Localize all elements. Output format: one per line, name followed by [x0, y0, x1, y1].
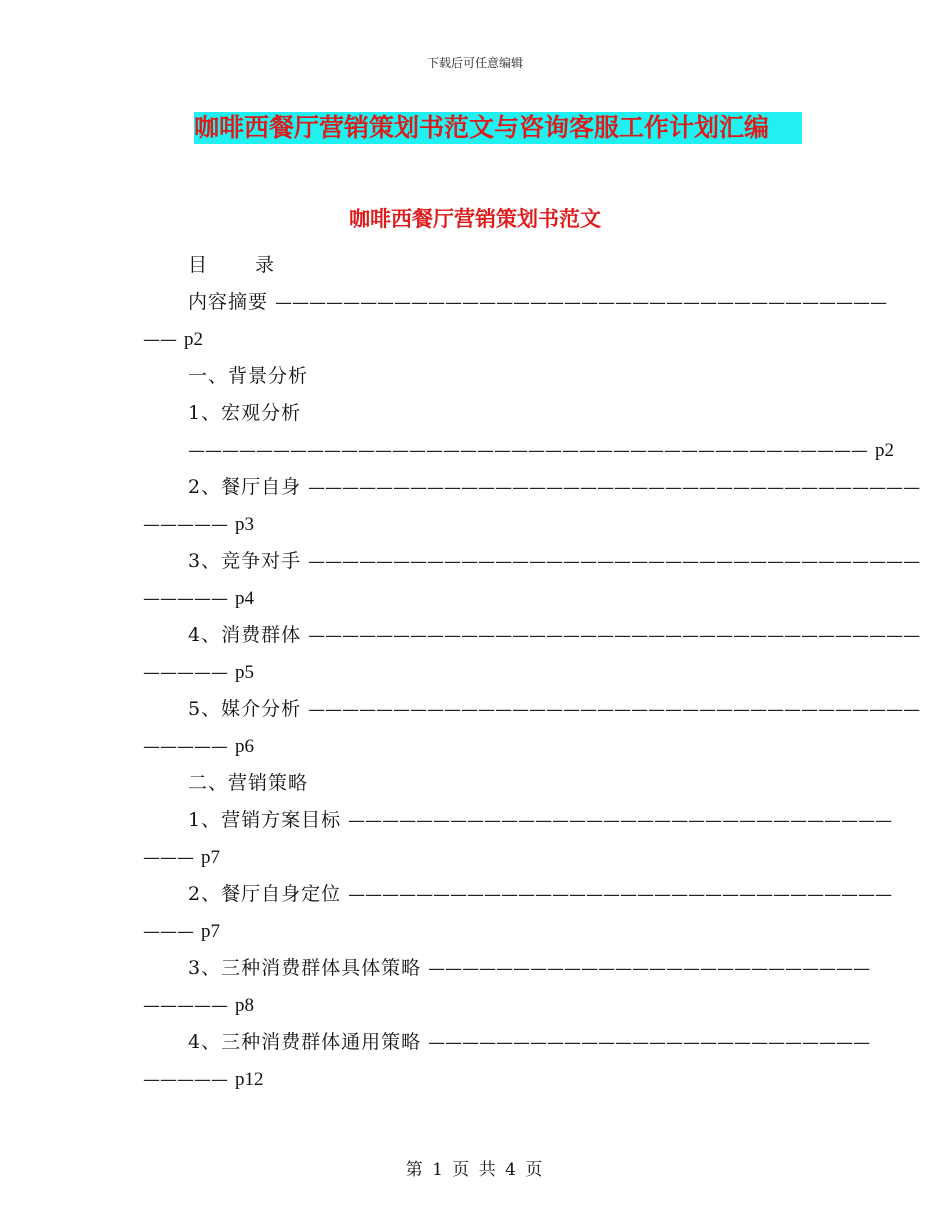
toc-item-2-3-cont [143, 993, 254, 1018]
toc-leader: ———————————————————————————————————— [308, 478, 921, 498]
toc-item-1-5-cont [143, 734, 254, 759]
toc-leader: ———————————————————————————————————— [308, 626, 921, 646]
toc-leader: ———————————————————————————————————————— [188, 441, 868, 461]
toc-leader: ———————————————————————————————— [348, 885, 893, 905]
toc-item-label: 2、餐厅自身定位 [188, 883, 342, 905]
toc-item-label: 5、媒介分析 [188, 698, 302, 720]
toc-item-2-2-cont [143, 919, 220, 944]
toc-item-2-4-cont [143, 1067, 264, 1092]
toc-page-number: p7 [201, 847, 221, 868]
toc-item-label: 3、三种消费群体具体策略 [188, 957, 422, 979]
toc-item-label: 2、餐厅自身 [188, 476, 302, 498]
toc-item-2-4 [188, 1030, 870, 1055]
page-footer: 第 1 页 共 4 页 [405, 1160, 545, 1180]
toc-item-summary-cont [143, 327, 203, 352]
toc-page-number: p2 [184, 329, 204, 350]
toc-item-1-4 [188, 623, 920, 648]
toc-leader: —————————————————————————— [428, 1033, 871, 1053]
toc-item-1-3-cont [143, 586, 254, 611]
toc-item-1-4-cont [143, 660, 254, 685]
toc-leader: ———————————————————————————————— [348, 811, 893, 831]
sub-title: 咖啡西餐厅营销策划书范文 [349, 206, 601, 231]
toc-section-1: 一、背景分析 [188, 365, 309, 387]
toc-page-number: p12 [235, 1069, 264, 1090]
toc-leader: —— [143, 330, 177, 350]
toc-leader: ————— [143, 737, 228, 757]
toc-leader: ————— [143, 996, 228, 1016]
toc-item-label: 4、三种消费群体通用策略 [188, 1031, 422, 1053]
toc-leader: ————— [143, 515, 228, 535]
toc-item-1-2-cont [143, 512, 254, 537]
toc-leader: ————— [143, 589, 228, 609]
toc-item-1-5 [188, 697, 920, 722]
toc-heading-left: 目 [188, 254, 208, 276]
toc-item-label: 1、营销方案目标 [188, 809, 342, 831]
toc-item-label: 1、宏观分析 [188, 402, 302, 424]
toc-section-2: 二、营销策略 [188, 772, 309, 794]
toc-leader: ———————————————————————————————————— [308, 700, 921, 720]
toc-leader: —————————————————————————— [428, 959, 871, 979]
toc-page-number: p6 [235, 736, 255, 757]
toc-leader: ————— [143, 663, 228, 683]
toc-leader: ———————————————————————————————————— [308, 552, 921, 572]
toc-page-number: p8 [235, 995, 255, 1016]
toc-leader: ———————————————————————————————————— [275, 293, 888, 313]
main-title: 咖啡西餐厅营销策划书范文与咨询客服工作计划汇编 [194, 112, 802, 144]
toc-leader: ——— [143, 848, 194, 868]
toc-heading [188, 253, 274, 277]
toc-page-number: p7 [201, 921, 221, 942]
toc-item-1-1-cont [188, 438, 894, 463]
toc-item-1-3 [188, 549, 920, 574]
toc-item-1-1 [188, 401, 301, 425]
toc-item-2-2 [188, 882, 892, 907]
header-note: 下载后可任意编辑 [426, 56, 523, 70]
toc-item-2-1-cont [143, 845, 220, 870]
toc-page-number: p2 [875, 440, 895, 461]
toc-leader: ——— [143, 922, 194, 942]
toc-item-2-1 [188, 808, 892, 833]
toc-page-number: p3 [235, 514, 255, 535]
toc-item-label: 3、竞争对手 [188, 550, 302, 572]
toc-leader: ————— [143, 1070, 228, 1090]
toc-page-number: p5 [235, 662, 255, 683]
toc-item-1-2 [188, 475, 920, 500]
toc-item-label: 4、消费群体 [188, 624, 302, 646]
toc-item-label: 内容摘要 [188, 291, 269, 313]
toc-page-number: p4 [235, 588, 255, 609]
toc-item-2-3 [188, 956, 870, 981]
toc-item-summary [188, 290, 887, 315]
toc-heading-right: 录 [255, 254, 275, 276]
